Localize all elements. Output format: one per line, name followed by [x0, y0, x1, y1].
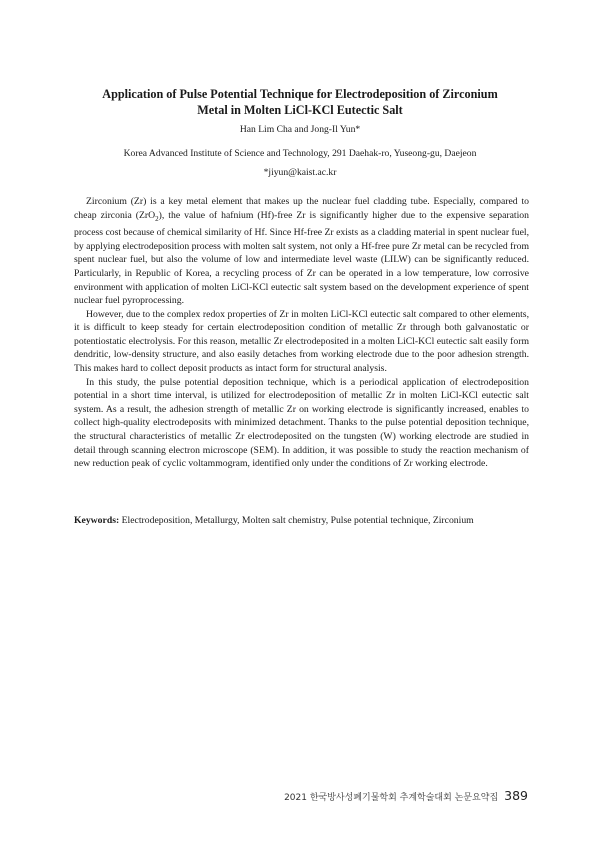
abstract-body: [74, 195, 529, 471]
para1-part-a: Zirconium (Zr) is a key metal element that makes up the nuclear fuel cladding tube. Especially, compared to cheap zirconia (ZrO: [74, 196, 529, 221]
email: *jiyun@kaist.ac.kr: [263, 167, 337, 178]
paper-title: [70, 86, 530, 118]
paragraph-2: However, due to the complex redox properties of Zr in molten LiCl-KCl eutectic salt compared to other elements, it is difficult to keep steady for certain electrodeposition condition of metallic Zr through both galvanostatic or potentiostatic electrolysis. For this reason, metallic Zr electrodeposited in a molten LiCl-KCl eutectic salt easily form dendritic, low-density structure, and also easily detaches from working electrode due to the poor adhesion strength. This makes hard to collect deposit products as intact form for structural analysis.: [74, 308, 529, 375]
title-line-2: Metal in Molten LiCl-KCl Eutectic Salt: [197, 103, 403, 117]
paragraph-3: In this study, the pulse potential deposition technique, which is a periodical application of electrodeposition potential in a short time interval, is utilized for electrodeposition of metallic Zr in molten LiCl-KCl eutectic salt system. As a result, the adhesion strength of metallic Zr on working electrode is significantly increased, enables to collect high-quality electrodeposits with minimized detachment. Thanks to the pulse potential deposition technique, the structural characteristics of metallic Zr electrodeposited on the tungsten (W) working electrode are studied in detail through scanning electron microscope (SEM). In addition, it was possible to study the reaction mechanism of new reduction peak of cyclic voltammogram, identified only under the conditions of Zr working electrode.: [74, 376, 529, 470]
keywords: [74, 514, 534, 528]
page-number: 389: [504, 788, 528, 803]
para1-part-b: ), the value of hafnium (Hf)-free Zr is significantly higher due to the expensive separation process cost because of chemical similarity of Hf. Since Hf-free Zr exists as a cladding material in spent nuclear fuel, by applying electrodeposition process with molten salt system, not only a Hf-free pure Zr metal can be recycled from spent nuclear fuel, but also the volume of low and intermediate level waste (LILW) can be significantly reduced. Particularly, in Republic of Korea, a recycling process of Zr can be operated in a low temperature, low corrosive environment with application of molten LiCl-KCl eutectic salt system based on the development experience of spent nuclear fuel pyroprocessing.: [74, 209, 529, 307]
keywords-label: Keywords:: [74, 515, 120, 526]
authors: Han Lim Cha and Jong-Il Yun*: [239, 124, 361, 135]
paragraph-1: [74, 195, 529, 308]
affiliation: Korea Advanced Institute of Science and Technology, 291 Daehak-ro, Yuseong-gu, Daejeon: [123, 148, 477, 159]
footer-text: 2021 한국방사성폐기물학회 추계학술대회 논문요약집: [284, 793, 499, 803]
title-line-1: Application of Pulse Potential Technique for Electrodeposition of Zirconium: [102, 87, 498, 101]
para1-subscript: 2: [155, 214, 159, 223]
page-footer: [284, 788, 528, 803]
keywords-list: Electrodeposition, Metallurgy, Molten salt chemistry, Pulse potential technique, Zirconium: [119, 515, 474, 526]
